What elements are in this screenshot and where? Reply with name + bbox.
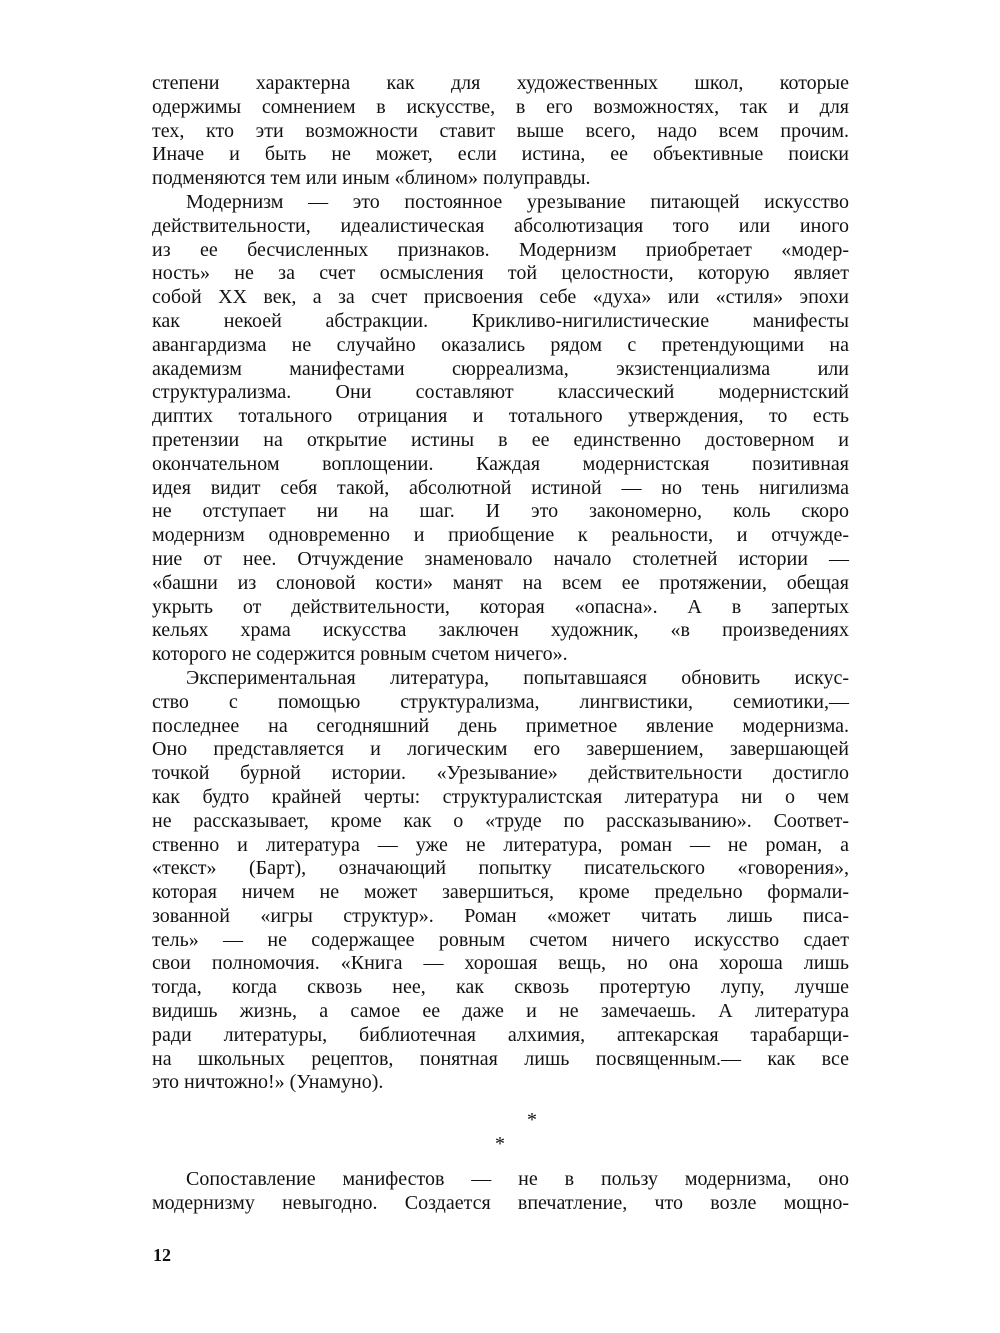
text-line: Сопоставление манифестов — не в пользу модернизма, оно	[186, 1168, 849, 1190]
text-line: зованной «игры структур». Роман «может читать лишь писа-	[152, 904, 849, 927]
text-line: тель» — не содержащее ровным счетом ничего искусство сдает	[152, 928, 849, 951]
text-line: Модернизм — это постоянное урезывание питающей искусство	[186, 190, 849, 213]
paragraph-3	[152, 667, 849, 1095]
text-line: на школьных рецептов, понятная лишь посвященным.— как все	[152, 1047, 849, 1070]
text-line: «текст» (Барт), означающий попытку писательского «говорения»,	[152, 857, 849, 880]
text-line: тогда, когда сквозь нее, как сквозь протертую лупу, лучше	[152, 976, 849, 999]
paragraph-4	[152, 1168, 849, 1216]
text-line: которого не содержится ровным счетом ничего».	[152, 643, 568, 666]
text-line: тех, кто эти возможности ставит выше всего, надо всем прочим.	[152, 119, 849, 142]
text-line: структурализма. Они составляют классический модернистский	[152, 381, 849, 404]
text-line: авангардизма не случайно оказались рядом с претендующими на	[152, 333, 849, 356]
paragraph-1	[152, 72, 849, 191]
text-line: действительности, идеалистическая абсолютизация того или иного	[152, 214, 849, 237]
main-text	[152, 72, 849, 1095]
text-line: модернизму невыгодно. Создается впечатление, что возле мощно-	[152, 1191, 849, 1214]
text-line: степени характерна как для художественных школ, которые	[152, 72, 849, 94]
text-line: которая ничем не может завершиться, кроме предельно формали-	[152, 881, 849, 904]
text-line: кельях храма искусства заключен художник, «в произведениях	[152, 619, 849, 642]
text-line: как некоей абстракции. Крикливо-нигилистические манифесты	[152, 309, 849, 332]
text-line: Экспериментальная литература, попытавшаяся обновить искус-	[186, 666, 849, 689]
text-line: ради литературы, библиотечная алхимия, аптекарская тарабарщи-	[152, 1023, 849, 1046]
paragraph-2	[152, 191, 849, 667]
text-line: «башни из слоновой кости» манят на всем ее протяжении, обещая	[152, 571, 849, 594]
text-line: диптих тотального отрицания и тотального утверждения, то есть	[152, 405, 849, 428]
text-line: одержимы сомнением в искусстве, в его возможностях, так и для	[152, 95, 849, 118]
text-line: видишь жизнь, а самое ее даже и не замечаешь. А литература	[152, 1000, 849, 1023]
section-separator-star: *	[495, 1133, 505, 1155]
text-line: не рассказывает, кроме как о «труде по рассказыванию». Соответ-	[152, 809, 849, 832]
text-line: академизм манифестами сюрреализма, экзистенциализма или	[152, 357, 849, 380]
text-line: точкой бурной истории. «Урезывание» действительности достигло	[152, 762, 849, 785]
text-line: укрыть от действительности, которая «опасна». А в запертых	[152, 595, 849, 618]
page-number: 12	[153, 1245, 171, 1265]
text-line: окончательном воплощении. Каждая модернистская позитивная	[152, 452, 849, 475]
text-line: ние от нее. Отчуждение знаменовало начало столетней истории —	[152, 547, 849, 570]
text-line: последнее на сегодняшний день приметное явление модернизма.	[152, 714, 849, 737]
text-line: как будто крайней черты: структуралистская литература ни о чем	[152, 785, 849, 808]
text-line: не отступает ни на шаг. И это закономерно, коль скоро	[152, 500, 849, 523]
text-line: из ее бесчисленных признаков. Модернизм приобретает «модер-	[152, 238, 849, 261]
text-line: Иначе и быть не может, если истина, ее объективные поиски	[152, 143, 849, 166]
text-line: подменяются тем или иным «блином» полуправды.	[152, 167, 591, 190]
text-line: модернизм одновременно и приобщение к реальности, и отчужде-	[152, 524, 849, 547]
text-line: ность» не за счет осмысления той целостности, которую являет	[152, 262, 849, 285]
text-line: ственно и литература — уже не литература, роман — не роман, а	[152, 833, 849, 856]
text-line: это ничтожно!» (Унамуно).	[152, 1071, 384, 1094]
text-line: свои полномочия. «Книга — хорошая вещь, но она хороша лишь	[152, 952, 849, 975]
text-line: ство с помощью структурализма, лингвистики, семиотики,—	[152, 690, 849, 713]
section-separator-star: *	[527, 1109, 537, 1131]
text-line: претензии на открытие истины в ее единственно достоверном и	[152, 428, 849, 451]
text-line: собой XX век, а за счет присвоения себе «духа» или «стиля» эпохи	[152, 286, 849, 309]
text-line: Оно представляется и логическим его завершением, завершающей	[152, 738, 849, 761]
text-line: идея видит себя такой, абсолютной истиной — но тень нигилизма	[152, 476, 849, 499]
